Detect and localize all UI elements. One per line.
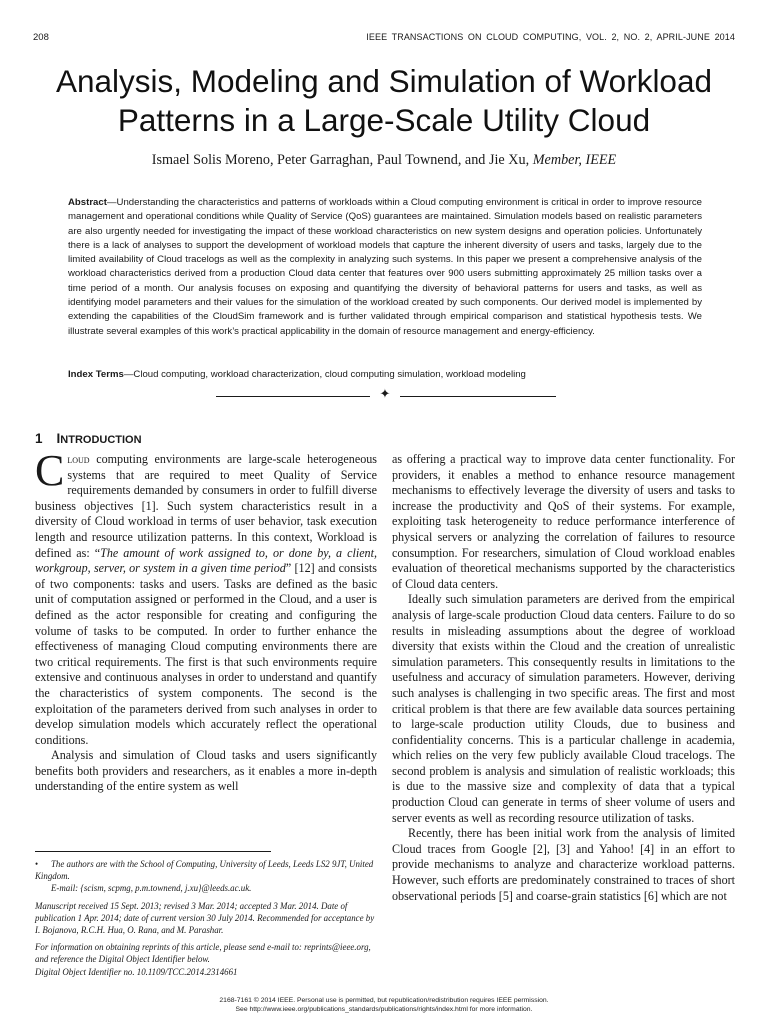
lead-smallcaps: loud	[67, 452, 90, 466]
index-terms-text: —Cloud computing, workload characterization, cloud computing simulation, workload modeling	[123, 369, 526, 380]
left-paragraph-1-text-a: computing environments are large-scale heterogeneous systems that are required to meet Quality of Service requirements demanded by consumers in order to fulfill diverse business objectives [1]. Such system characteristics result in a diversity of Cloud workload in terms of user behavior, task execution length and resource utilization patterns. In this context, Workload is defined as: “	[35, 452, 377, 560]
footnote-reprints: For information on obtaining reprints of this article, please send e-mail to: reprints@ieee.org, and reference the Digital Object Identifier below.	[35, 942, 371, 965]
author-list	[0, 152, 768, 169]
abstract	[68, 196, 702, 339]
footnote-doi: Digital Object Identifier no. 10.1109/TCC.2014.2314661	[35, 966, 238, 977]
drop-cap: C	[35, 446, 65, 495]
title-line-2: Patterns in a Large-Scale Utility Cloud	[117, 102, 651, 138]
left-paragraph-2: Analysis and simulation of Cloud tasks and users significantly benefits both providers and researchers, as it enables a more in-depth understanding of the entire system as well	[35, 748, 377, 794]
left-paragraph-1-text-b: ” [12] and consists of two components: tasks and users. Tasks are defined as the basic unit of computation assigned or performed in the Cloud, and a user is defined as the actor responsible for creating and configuring the volume of tasks to be computed. In order to further enhance the effectiveness of managing Cloud computing environments there are two critical requirements. The first is that such environments require extensive and continuous analyses in order to understand and quantify the characteristics of system components. The second is the exploitation of the parameters derived from such analyses in order to develop simulation models which accurately reflect the operational conditions.	[35, 561, 377, 747]
separator-line-right	[400, 396, 556, 397]
section-title-initial: I	[56, 431, 61, 446]
author-names: Ismael Solis Moreno, Peter Garraghan, Paul Townend, and Jie Xu,	[151, 152, 530, 168]
footnote-manuscript: Manuscript received 15 Sept. 2013; revised 3 Mar. 2014; accepted 3 Mar. 2014. Date of publication 1 Apr. 2014; date of current version 30 July 2014. Recommended for acceptance by I. Bojanova, R.C.H. Hua, O. Rana, and M. Parashar.	[35, 900, 375, 936]
copyright-line-2: See http://www.ieee.org/publications_standards/publications/rights/index.html for more information.	[235, 1006, 533, 1013]
section-heading	[35, 431, 142, 446]
separator-ornament-icon: ✦	[379, 386, 391, 401]
right-paragraph-3: Recently, there has been initial work from the analysis of limited Cloud traces from Google [2], [3] and Yahoo! [4] in an effort to provide mechanisms to analyze and characterize workload patterns. However, such efforts are predominately constrained to traces of short observational periods [5] and coarse-grain statistics [6] which are not	[392, 826, 735, 903]
author-membership: Member, IEEE	[532, 152, 617, 168]
footnote-bullet: •	[35, 859, 39, 869]
journal-header: IEEE TRANSACTIONS ON CLOUD COMPUTING, VOL. 2, NO. 2, APRIL-JUNE 2014	[366, 32, 735, 42]
footnote-affiliation	[35, 858, 379, 895]
left-column	[35, 446, 377, 795]
author-emails: E-mail: {scism, scpmg, p.m.townend, j.xu}@leeds.ac.uk.	[51, 883, 252, 894]
copyright-line-1: 2168-7161 © 2014 IEEE. Personal use is permitted, but republication/redistribution requires IEEE permission.	[219, 997, 549, 1004]
index-terms-label: Index Terms	[68, 369, 124, 380]
index-terms	[68, 368, 702, 381]
affiliation-text: The authors are with the School of Computing, University of Leeds, Leeds LS2 9JT, United Kingdom.	[35, 859, 374, 882]
title-line-1: Analysis, Modeling and Simulation of Workload	[55, 63, 712, 99]
section-title-rest: NTRODUCTION	[60, 434, 142, 446]
paper-title	[20, 62, 748, 140]
separator-line-left	[216, 396, 370, 397]
footnotes	[35, 858, 379, 983]
right-paragraph-1: as offering a practical way to improve data center functionality. For providers, it enables a method to enhance resource management mechanisms to effectively leverage the diversity of users and tasks to increase the productivity and QoS of their systems. For example, exploiting task heterogeneity to reduce performance interference of physical servers or analyzing the correlation of failures to resource consumption. For researchers, simulation of Cloud workload enables evaluation of theoretical mechanisms supported by the characteristics of Cloud data centers.	[392, 452, 735, 591]
footnote-rule	[35, 851, 271, 852]
page-number: 208	[33, 32, 49, 43]
section-number: 1	[35, 431, 43, 446]
copyright-notice	[0, 996, 768, 1014]
workload-definition-quote: The amount of work assigned to, or done by, a client, workgroup, server, or system in a given time period	[35, 545, 377, 576]
left-paragraph-1	[35, 446, 377, 748]
abstract-label: Abstract	[68, 197, 107, 208]
right-paragraph-2: Ideally such simulation parameters are derived from the empirical analysis of large-scale production Cloud data centers. Failure to do so results in misleading assumptions about the degree of workload diversity that exists within the Cloud and the creation of unrealistic simulation parameters. This consequently results in limitations to the usefulness and accuracy of simulation parameters. However, deriving such analyses is challenging in two specific areas. The first and most critical problem is that there are few available data sources pertaining to large-scale production utility Clouds, due to business and confidentiality concerns. This is a particular challenge in academia, which relies on the very few publicly available Cloud tracelogs. The second problem is analysis and simulation of realistic workloads; this is due to the massive size and complexity of data that a typical production Cloud can generate in terms of sheer volume of users and server events as well as recording resource utilization of tasks.	[392, 592, 735, 825]
abstract-text: —Understanding the characteristics and patterns of workloads within a Cloud computing environment is critical in order to improve resource management and operational conditions while Quality of Service (QoS) guarantees are maintained. Simulation models based on realistic parameters are also urgently needed for investigating the impact of these workload characteristics on new system designs and operation policies. Unfortunately there is a lack of analyses to support the development of workload models that capture the inherent diversity of users and tasks, largely due to the limited availability of Cloud tracelogs as well as the complexity in analyzing such systems. In this paper we present a comprehensive analysis of the workload characteristics derived from a production Cloud data center that features over 900 users submitting approximately 25 million tasks over a time period of a month. Our analysis focuses on exposing and quantifying the diversity of behavioral patterns for users and tasks, as well as identifying model parameters and their values for the simulation of the workload created by such components. Our derived model is implemented by extending the capabilities of the CloudSim framework and is further validated through empirical comparison and statistical hypothesis tests. We illustrate several examples of this work’s practical applicability in the domain of resource management and energy-efficiency.	[68, 197, 702, 337]
right-column	[392, 452, 735, 904]
